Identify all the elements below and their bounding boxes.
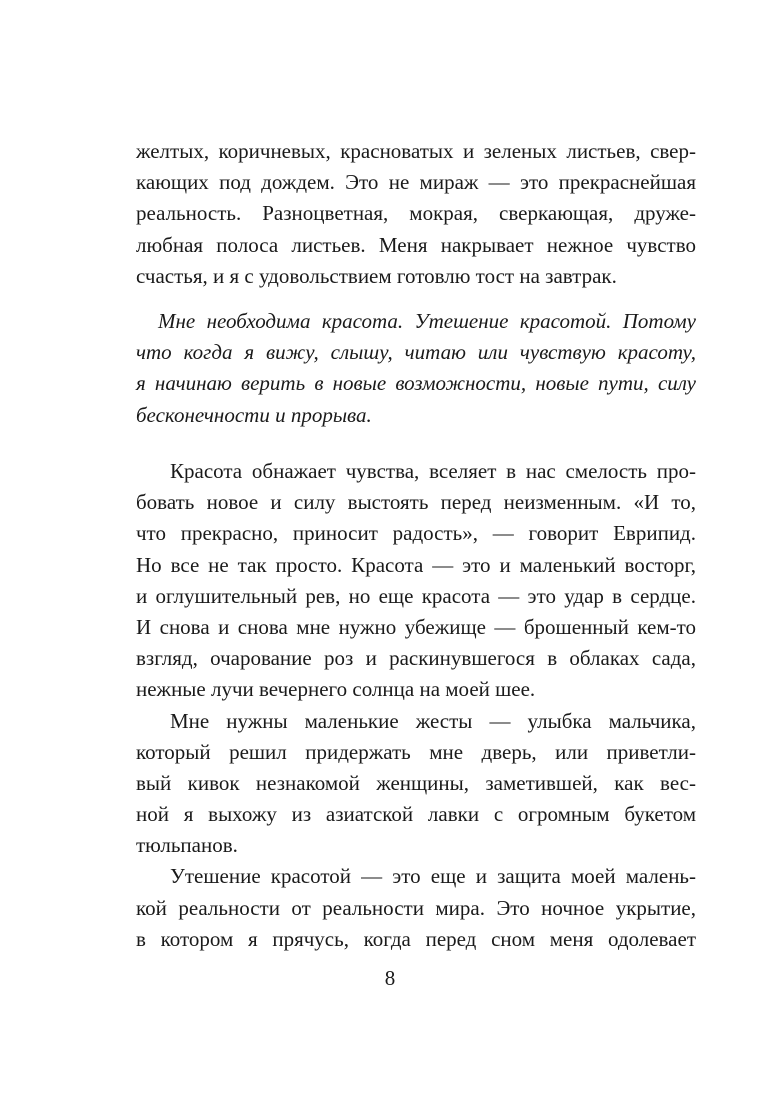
text-line: Мне нужны маленькие жесты — улыбка мальчика, xyxy=(170,708,696,733)
body-text xyxy=(136,456,696,955)
text-line: Утешение красотой — это еще и защита моей малень- xyxy=(170,864,696,889)
text-line: желтых, коричневых, красноватых и зеленых листьев, свер- xyxy=(136,139,696,163)
text-line: Мне необходима красота. Утешение красотой. Потому xyxy=(158,309,696,333)
text-line: вый кивок незнакомой женщины, заметившей, как вес- xyxy=(136,770,696,795)
paragraph-leaves xyxy=(136,136,696,292)
text-line: любная полоса листьев. Меня накрывает нежное чувство xyxy=(136,232,696,257)
text-line: реальность. Разноцветная, мокрая, сверкающая, друже- xyxy=(136,201,696,226)
page-number: 8 xyxy=(384,966,396,990)
text-line: что прекрасно, приносит радость», — говорит Еврипид. xyxy=(136,521,696,546)
text-line: кающих под дождем. Это не мираж — это прекраснейшая xyxy=(136,170,696,195)
text-line: что когда я вижу, слышу, читаю или чувствую красоту, xyxy=(136,340,696,365)
text-line: тюльпанов. xyxy=(136,833,238,858)
text-line: и оглушительный рев, но еще красота — это удар в сердце. xyxy=(136,583,696,608)
text-line: бовать новое и силу выстоять перед неизменным. «И то, xyxy=(136,490,696,515)
text-line: нежные лучи вечернего солнца на моей шее. xyxy=(136,677,536,702)
text-line: который решил придержать мне дверь, или приветли- xyxy=(136,739,696,764)
text-line: Но все не так просто. Красота — это и маленький восторг, xyxy=(136,552,696,577)
text-line: взгляд, очарование роз и раскинувшегося в облаках сада, xyxy=(136,646,696,671)
paragraph-beauty xyxy=(136,456,696,706)
text-line: бесконечности и прорыва. xyxy=(136,402,372,427)
text-line: счастья, и я с удовольствием готовлю тост на завтрак. xyxy=(136,263,617,288)
text-line: И снова и снова мне нужно убежище — брошенный кем-то xyxy=(136,614,696,639)
paragraph-consolation xyxy=(136,861,696,955)
text-line: в котором я прячусь, когда перед сном меня одолевает xyxy=(136,926,696,951)
text-line: я начинаю верить в новые возможности, новые пути, силу xyxy=(136,371,696,396)
paragraph-gestures xyxy=(136,706,696,862)
text-line: ной я выхожу из азиатской лавки с огромным букетом xyxy=(136,802,696,827)
italic-paragraph xyxy=(136,306,696,431)
text-line: кой реальности от реальности мира. Это ночное укрытие, xyxy=(136,895,696,920)
text-line: Красота обнажает чувства, вселяет в нас смелость про- xyxy=(170,459,696,483)
